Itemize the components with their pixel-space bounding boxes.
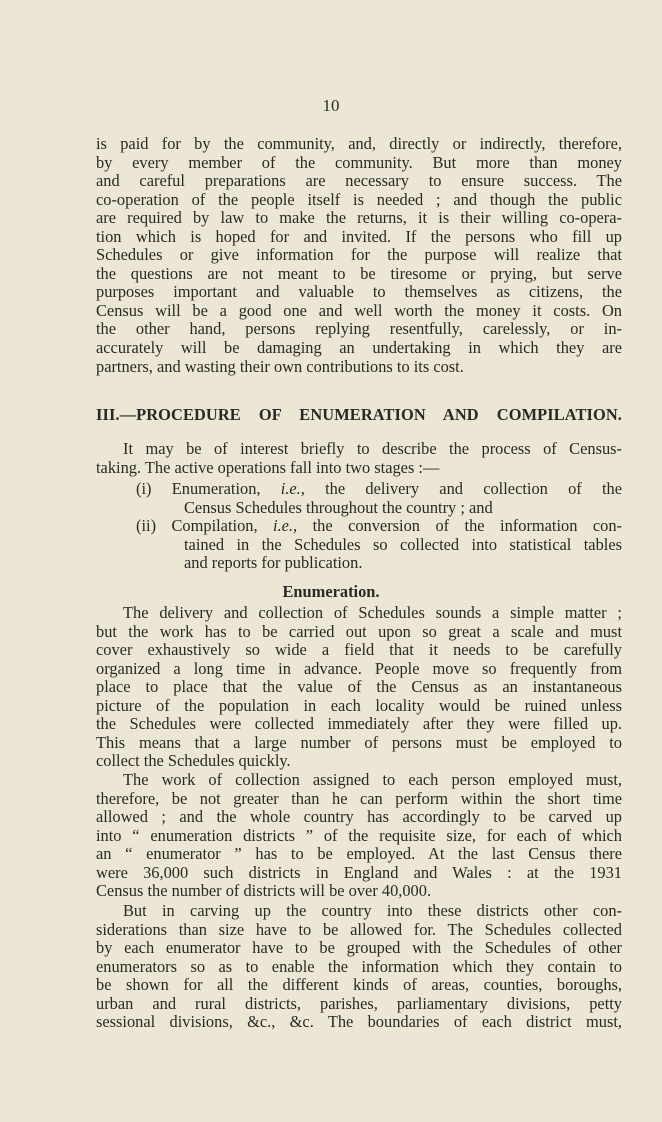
text-line: co-operation of the people itself is needed ; and though the public xyxy=(96,189,622,209)
text-line: accurately will be damaging an undertaking in which they are xyxy=(96,338,622,358)
text-line: were 36,000 such districts in England and Wales : at the 1931 xyxy=(96,862,622,882)
text-line: organized a long time in advance. People move so frequently from xyxy=(96,658,622,678)
text-line: tion which is hoped for and invited. If the persons who fill up xyxy=(96,226,622,246)
text-line: is paid for by the community, and, directly or indirectly, therefore, xyxy=(96,134,622,153)
text-line: the Schedules were collected immediately after they were filled up. xyxy=(96,714,622,734)
paragraph-delivery xyxy=(96,604,622,771)
list-item-enumeration xyxy=(96,480,622,517)
paragraph-collection xyxy=(96,771,622,901)
text-line: an “ enumerator ” has to be employed. At the last Census there xyxy=(96,844,622,864)
list-marker: (ii) xyxy=(136,516,157,535)
list-item-compilation xyxy=(96,517,622,573)
text-line: purposes important and valuable to themselves as citizens, the xyxy=(96,282,622,302)
list-item-line xyxy=(96,480,622,499)
list-item-text: Enumeration, i.e., the delivery and collection of the xyxy=(171,479,622,498)
text-line: and careful preparations are necessary to ensure success. The xyxy=(96,171,622,191)
text-line: This means that a large number of persons must be employed to xyxy=(96,732,622,752)
text-line: Census will be a good one and well worth the money it costs. On xyxy=(96,300,622,320)
text-line: cover exhaustively so wide a field that it needs to be carefully xyxy=(96,640,622,660)
paragraph-intro xyxy=(96,135,622,376)
text-line: by every member of the community. But more than money xyxy=(96,152,622,172)
paragraph-districts xyxy=(96,902,622,1032)
page-number: 10 xyxy=(322,96,340,115)
list-item-line xyxy=(96,536,622,555)
list-item-text: Compilation, i.e., the conversion of the information con- xyxy=(171,516,622,535)
text-line: sessional divisions, &c., &c. The boundaries of each district must, xyxy=(96,1012,622,1032)
list-item-line xyxy=(96,554,622,573)
paragraph-stages xyxy=(96,440,622,477)
text-line: but the work has to be carried out upon so great a scale and must xyxy=(96,621,622,641)
text-line: enumerators so as to enable the information which they contain to xyxy=(96,956,622,976)
text-line: partners, and wasting their own contributions to its cost. xyxy=(96,356,464,376)
list-item-line xyxy=(96,517,622,536)
sub-heading-enumeration: Enumeration. xyxy=(282,582,380,601)
text-line: allowed ; and the whole country has accordingly to be carved up xyxy=(96,807,622,827)
text-line: It may be of interest briefly to describe the process of Census- xyxy=(123,439,622,458)
text-line: into “ enumeration districts ” of the requisite size, for each of which xyxy=(96,825,622,845)
section-heading: III.—PROCEDURE OF ENUMERATION AND COMPILATION. xyxy=(96,405,622,424)
list-marker: (i) xyxy=(136,479,152,498)
abbreviation-ie: i.e., xyxy=(280,479,305,498)
abbreviation-ie: i.e., xyxy=(273,516,298,535)
text-line: The work of collection assigned to each person employed must, xyxy=(123,770,622,789)
text-line: But in carving up the country into these districts other con- xyxy=(123,901,622,920)
text-line: place to place that the value of the Census as an instantaneous xyxy=(96,677,622,697)
text-line: urban and rural districts, parishes, parliamentary divisions, petty xyxy=(96,993,622,1013)
text-line: picture of the population in each locality would be ruined unless xyxy=(96,695,622,715)
list-item-text: and reports for publication. xyxy=(184,553,363,573)
text-line: by each enumerator have to be grouped with the Schedules of other xyxy=(96,938,622,958)
list-item-text: Census Schedules throughout the country ; and xyxy=(184,497,493,517)
text-line: the other hand, persons replying resentfully, carelessly, or in- xyxy=(96,319,622,339)
text-line: collect the Schedules quickly. xyxy=(96,751,291,771)
text-line: be shown for all the different kinds of areas, counties, boroughs, xyxy=(96,975,622,995)
list-item-text: tained in the Schedules so collected into statistical tables xyxy=(184,534,622,554)
text-line: Census the number of districts will be over 40,000. xyxy=(96,881,432,901)
text-line: taking. The active operations fall into two stages :— xyxy=(96,457,440,477)
text-line: The delivery and collection of Schedules sounds a simple matter ; xyxy=(123,603,622,622)
text-line: Schedules or give information for the purpose will realize that xyxy=(96,245,622,265)
text-line: are required by law to make the returns, it is their willing co-opera- xyxy=(96,208,622,228)
text-line: siderations than size have to be allowed for. The Schedules collected xyxy=(96,919,622,939)
text-line: therefore, be not greater than he can perform within the short time xyxy=(96,788,622,808)
list-item-line xyxy=(96,499,622,518)
text-line: the questions are not meant to be tiresome or prying, but serve xyxy=(96,263,622,283)
